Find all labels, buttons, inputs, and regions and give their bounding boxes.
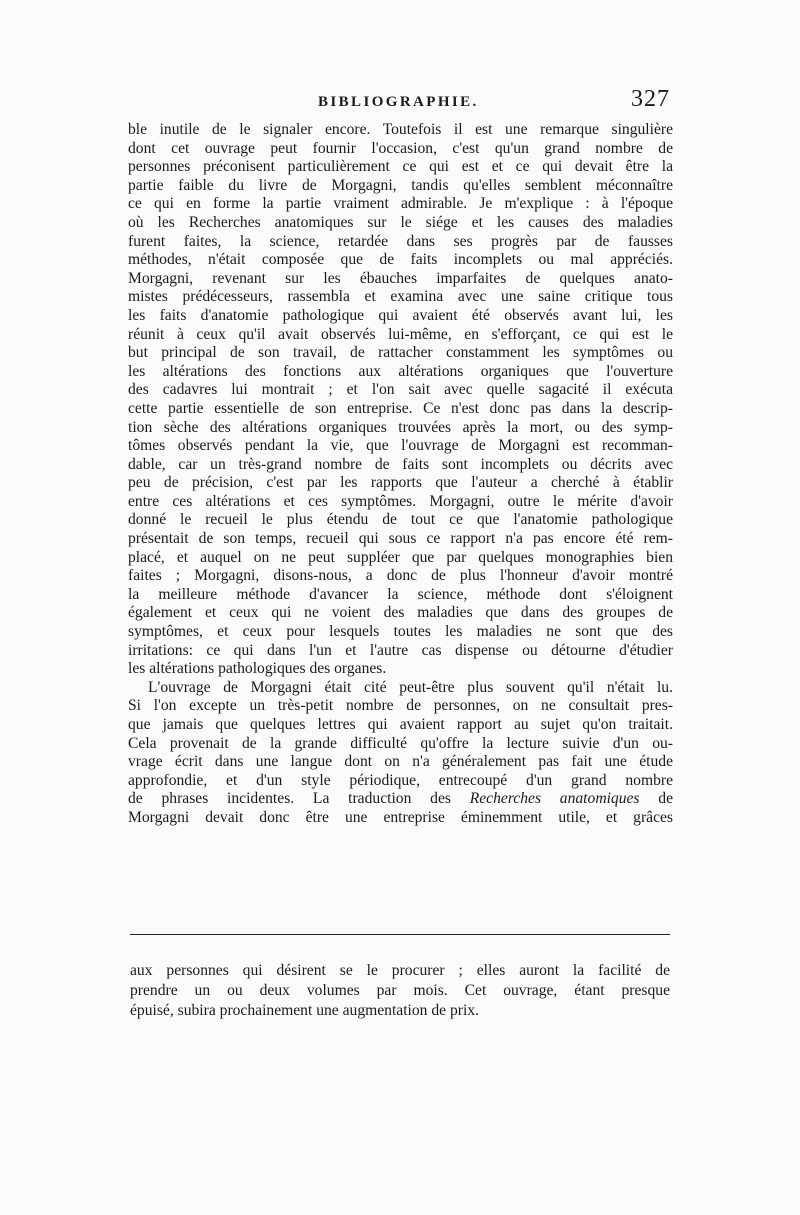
body-line: de phrases incidentes. La traduction des Recherches anatomiques de <box>128 790 673 808</box>
body-line: présentait de son temps, recueil qui sous ce rapport n'a pas encore été rem- <box>128 530 673 548</box>
footnote-line: aux personnes qui désirent se le procurer ; elles auront la facilité de <box>130 962 670 979</box>
body-line: Morgagni devait donc être une entreprise éminemment utile, et grâces <box>128 808 673 826</box>
body-line: donné le recueil le plus étendu de tout ce que l'anatomie pathologique <box>128 511 673 529</box>
body-line: approfondie, et d'un style périodique, entrecoupé d'un grand nombre <box>128 771 673 789</box>
body-line: la meilleure méthode d'avancer la science, méthode dont s'éloignent <box>128 585 673 603</box>
body-line: Si l'on excepte un très-petit nombre de personnes, on ne consultait pres- <box>128 697 673 715</box>
body-line: but principal de son travail, de rattacher constamment les symptômes ou <box>128 344 673 362</box>
body-line: Morgagni, revenant sur les ébauches imparfaites de quelques anato- <box>128 269 673 287</box>
body-line: faites ; Morgagni, disons-nous, a donc de plus l'honneur d'avoir montré <box>128 567 673 585</box>
body-line: partie faible du livre de Morgagni, tandis qu'elles semblent méconnaître <box>128 176 673 194</box>
footnote-rule <box>130 934 670 935</box>
body-line: tion sèche des altérations organiques trouvées après la mort, ou des symp- <box>128 418 673 436</box>
body-line: dont cet ouvrage peut fournir l'occasion, c'est qu'un grand nombre de <box>128 139 673 157</box>
body-line: les altérations des fonctions aux altérations organiques que l'ouverture <box>128 362 673 380</box>
body-line: tômes observés pendant la vie, que l'ouvrage de Morgagni est recomman- <box>128 437 673 455</box>
body-line: placé, et auquel on ne peut suppléer que par quelques monographies bien <box>128 548 673 566</box>
body-line: ble inutile de le signaler encore. Toutefois il est une remarque singulière <box>128 121 673 138</box>
body-line: personnes préconisent particulièrement ce qui est et ce qui devait être la <box>128 158 673 176</box>
body-line: les faits d'anatomie pathologique qui avaient été observés avant lui, les <box>128 306 673 324</box>
running-head: BIBLIOGRAPHIE. <box>318 94 479 110</box>
body-line: méthodes, n'était composée que de faits incomplets ou mal appréciés. <box>128 251 673 269</box>
body-line: ce qui en forme la partie vraiment admirable. Je m'explique : à l'époque <box>128 195 673 213</box>
book-title: Recherches anatomiques <box>469 790 640 808</box>
body-line: mistes prédécesseurs, rassembla et examina avec une saine critique tous <box>128 288 673 306</box>
body-line: cette partie essentielle de son entreprise. Ce n'est donc pas dans la descrip- <box>128 399 673 417</box>
footnote <box>130 961 670 1021</box>
body-line: symptômes, et ceux pour lesquels toutes les maladies ne sont que des <box>128 623 673 641</box>
body-line: où les Recherches anatomiques sur le siége et les causes des maladies <box>128 213 673 231</box>
body-line: irritations: ce qui dans l'un et l'autre cas dispense ou détourne d'étudier <box>128 641 673 659</box>
body-line: entre ces altérations et ces symptômes. Morgagni, outre le mérite d'avoir <box>128 492 673 510</box>
footnote-line: prendre un ou deux volumes par mois. Cet ouvrage, étant presque <box>130 982 670 999</box>
body-line: furent faites, la science, retardée dans ses progrès par de fausses <box>128 232 673 250</box>
body-line: Cela provenait de la grande difficulté qu'offre la lecture suivie d'un ou- <box>128 734 673 752</box>
body-line: également et ceux qui ne voient des maladies que dans des groupes de <box>128 604 673 622</box>
body-line: réunit à ceux qu'il avait observés lui-même, en s'efforçant, ce qui est le <box>128 325 673 343</box>
body-line: vrage écrit dans une langue dont on n'a généralement pas fait une étude <box>128 753 673 771</box>
body-line: les altérations pathologiques des organes. <box>128 660 387 678</box>
body-text <box>128 121 673 828</box>
body-line: peu de précision, c'est par les rapports que l'auteur a cherché à établir <box>128 474 673 492</box>
body-line: que jamais que quelques lettres qui avaient rapport au sujet qu'on traitait. <box>128 716 673 733</box>
body-line: des cadavres lui montrait ; et l'on sait avec quelle sagacité il exécuta <box>128 381 673 399</box>
footnote-line: épuisé, subira prochainement une augmentation de prix. <box>130 1002 480 1019</box>
body-line: L'ouvrage de Morgagni était cité peut-être plus souvent qu'il n'était lu. <box>148 678 673 696</box>
page-number: 327 <box>631 86 670 112</box>
body-line: dable, car un très-grand nombre de faits sont incomplets ou décrits avec <box>128 455 673 473</box>
